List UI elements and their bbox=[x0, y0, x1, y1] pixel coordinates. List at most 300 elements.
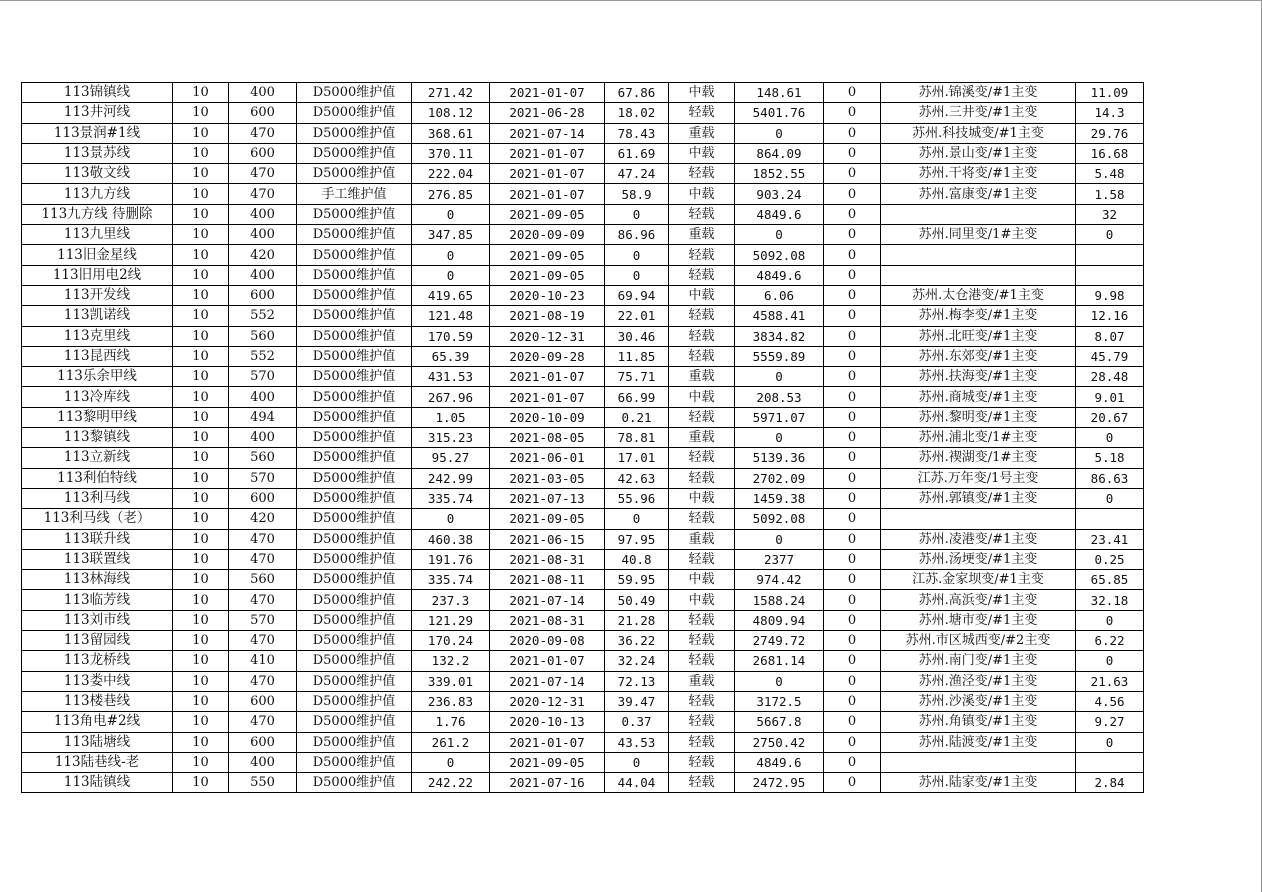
cell-load-rate: 36.22 bbox=[605, 631, 669, 651]
cell-voltage: 10 bbox=[173, 367, 229, 387]
cell-margin: 5971.07 bbox=[735, 407, 824, 427]
cell-voltage: 10 bbox=[173, 83, 229, 103]
cell-current-value: 339.01 bbox=[412, 671, 490, 691]
cell-date: 2021-01-07 bbox=[490, 83, 605, 103]
table-row bbox=[22, 773, 1144, 793]
table-row bbox=[22, 448, 1144, 468]
cell-load-status: 轻载 bbox=[669, 245, 735, 265]
cell-load-rate: 50.49 bbox=[605, 590, 669, 610]
cell-margin: 4849.6 bbox=[735, 204, 824, 224]
cell-line-name: 113立新线 bbox=[22, 448, 173, 468]
cell-date: 2021-09-05 bbox=[490, 509, 605, 529]
cell-voltage: 10 bbox=[173, 773, 229, 793]
cell-flag: 0 bbox=[824, 306, 881, 326]
cell-line-name: 113楼巷线 bbox=[22, 691, 173, 711]
cell-flag: 0 bbox=[824, 204, 881, 224]
cell-load-status: 轻载 bbox=[669, 752, 735, 772]
cell-flag: 0 bbox=[824, 712, 881, 732]
cell-voltage: 10 bbox=[173, 651, 229, 671]
cell-substation: 苏州.景山变/#1主变 bbox=[881, 143, 1076, 163]
table-body bbox=[22, 83, 1144, 793]
cell-rated-current: 400 bbox=[229, 428, 297, 448]
cell-transformer-load: 8.07 bbox=[1076, 326, 1144, 346]
cell-line-name: 113锦镇线 bbox=[22, 83, 173, 103]
cell-flag: 0 bbox=[824, 651, 881, 671]
cell-transformer-load: 0 bbox=[1076, 732, 1144, 752]
cell-transformer-load: 0 bbox=[1076, 225, 1144, 245]
cell-load-rate: 0 bbox=[605, 752, 669, 772]
cell-load-rate: 18.02 bbox=[605, 103, 669, 123]
cell-load-status: 轻载 bbox=[669, 549, 735, 569]
table-row bbox=[22, 285, 1144, 305]
cell-load-rate: 59.95 bbox=[605, 570, 669, 590]
cell-transformer-load bbox=[1076, 245, 1144, 265]
data-table bbox=[21, 82, 1144, 793]
cell-voltage: 10 bbox=[173, 428, 229, 448]
cell-current-value: 261.2 bbox=[412, 732, 490, 752]
cell-flag: 0 bbox=[824, 164, 881, 184]
cell-margin: 2750.42 bbox=[735, 732, 824, 752]
cell-substation: 苏州.渔泾变/#1主变 bbox=[881, 671, 1076, 691]
table-row bbox=[22, 245, 1144, 265]
cell-line-name: 113利伯特线 bbox=[22, 468, 173, 488]
cell-margin: 4849.6 bbox=[735, 265, 824, 285]
table-row bbox=[22, 570, 1144, 590]
cell-voltage: 10 bbox=[173, 326, 229, 346]
cell-flag: 0 bbox=[824, 590, 881, 610]
cell-current-value: 242.22 bbox=[412, 773, 490, 793]
cell-load-status: 重载 bbox=[669, 529, 735, 549]
cell-load-status: 重载 bbox=[669, 671, 735, 691]
cell-voltage: 10 bbox=[173, 691, 229, 711]
cell-voltage: 10 bbox=[173, 529, 229, 549]
table-row bbox=[22, 712, 1144, 732]
cell-transformer-load: 2.84 bbox=[1076, 773, 1144, 793]
cell-value-source: D5000维护值 bbox=[297, 631, 412, 651]
table-row bbox=[22, 306, 1144, 326]
cell-date: 2021-08-31 bbox=[490, 549, 605, 569]
cell-margin: 4849.6 bbox=[735, 752, 824, 772]
cell-margin: 3834.82 bbox=[735, 326, 824, 346]
cell-load-rate: 11.85 bbox=[605, 346, 669, 366]
cell-flag: 0 bbox=[824, 123, 881, 143]
cell-load-rate: 43.53 bbox=[605, 732, 669, 752]
cell-margin: 0 bbox=[735, 123, 824, 143]
cell-line-name: 113黎明甲线 bbox=[22, 407, 173, 427]
table-row bbox=[22, 326, 1144, 346]
cell-margin: 2377 bbox=[735, 549, 824, 569]
table-row bbox=[22, 590, 1144, 610]
cell-substation bbox=[881, 752, 1076, 772]
cell-load-status: 轻载 bbox=[669, 103, 735, 123]
cell-value-source: D5000维护值 bbox=[297, 610, 412, 630]
cell-flag: 0 bbox=[824, 529, 881, 549]
cell-load-status: 轻载 bbox=[669, 773, 735, 793]
cell-current-value: 1.76 bbox=[412, 712, 490, 732]
cell-value-source: D5000维护值 bbox=[297, 326, 412, 346]
table-row bbox=[22, 184, 1144, 204]
cell-voltage: 10 bbox=[173, 387, 229, 407]
cell-margin: 3172.5 bbox=[735, 691, 824, 711]
cell-flag: 0 bbox=[824, 732, 881, 752]
cell-rated-current: 560 bbox=[229, 448, 297, 468]
cell-current-value: 368.61 bbox=[412, 123, 490, 143]
table-row bbox=[22, 143, 1144, 163]
cell-value-source: D5000维护值 bbox=[297, 285, 412, 305]
cell-date: 2021-08-05 bbox=[490, 428, 605, 448]
cell-value-source: D5000维护值 bbox=[297, 346, 412, 366]
cell-value-source: D5000维护值 bbox=[297, 407, 412, 427]
cell-current-value: 121.29 bbox=[412, 610, 490, 630]
cell-load-rate: 78.43 bbox=[605, 123, 669, 143]
cell-transformer-load: 6.22 bbox=[1076, 631, 1144, 651]
cell-transformer-load: 0 bbox=[1076, 488, 1144, 508]
table-row bbox=[22, 631, 1144, 651]
cell-line-name: 113留园线 bbox=[22, 631, 173, 651]
cell-load-status: 中载 bbox=[669, 570, 735, 590]
cell-flag: 0 bbox=[824, 752, 881, 772]
cell-voltage: 10 bbox=[173, 590, 229, 610]
cell-rated-current: 470 bbox=[229, 529, 297, 549]
table-row bbox=[22, 103, 1144, 123]
cell-rated-current: 560 bbox=[229, 570, 297, 590]
cell-flag: 0 bbox=[824, 245, 881, 265]
cell-transformer-load: 45.79 bbox=[1076, 346, 1144, 366]
cell-rated-current: 420 bbox=[229, 245, 297, 265]
cell-date: 2020-09-28 bbox=[490, 346, 605, 366]
cell-value-source: D5000维护值 bbox=[297, 773, 412, 793]
table-row bbox=[22, 225, 1144, 245]
cell-line-name: 113陆镇线 bbox=[22, 773, 173, 793]
cell-load-rate: 0.21 bbox=[605, 407, 669, 427]
cell-date: 2021-09-05 bbox=[490, 204, 605, 224]
cell-transformer-load: 12.16 bbox=[1076, 306, 1144, 326]
cell-line-name: 113克里线 bbox=[22, 326, 173, 346]
cell-transformer-load: 65.85 bbox=[1076, 570, 1144, 590]
cell-date: 2021-06-28 bbox=[490, 103, 605, 123]
cell-value-source: D5000维护值 bbox=[297, 265, 412, 285]
cell-load-rate: 0 bbox=[605, 245, 669, 265]
table-row bbox=[22, 346, 1144, 366]
cell-substation: 苏州.南门变/#1主变 bbox=[881, 651, 1076, 671]
cell-current-value: 460.38 bbox=[412, 529, 490, 549]
cell-flag: 0 bbox=[824, 428, 881, 448]
cell-voltage: 10 bbox=[173, 610, 229, 630]
cell-margin: 0 bbox=[735, 529, 824, 549]
cell-line-name: 113九方线 待删除 bbox=[22, 204, 173, 224]
cell-margin: 6.06 bbox=[735, 285, 824, 305]
cell-line-name: 113九里线 bbox=[22, 225, 173, 245]
table-row bbox=[22, 83, 1144, 103]
cell-current-value: 335.74 bbox=[412, 488, 490, 508]
cell-value-source: D5000维护值 bbox=[297, 225, 412, 245]
cell-date: 2020-10-13 bbox=[490, 712, 605, 732]
cell-transformer-load: 14.3 bbox=[1076, 103, 1144, 123]
cell-substation: 苏州.汤埂变/#1主变 bbox=[881, 549, 1076, 569]
cell-flag: 0 bbox=[824, 225, 881, 245]
cell-value-source: D5000维护值 bbox=[297, 509, 412, 529]
cell-line-name: 113井河线 bbox=[22, 103, 173, 123]
table-row bbox=[22, 123, 1144, 143]
cell-load-status: 重载 bbox=[669, 428, 735, 448]
cell-current-value: 0 bbox=[412, 265, 490, 285]
cell-load-status: 重载 bbox=[669, 123, 735, 143]
cell-rated-current: 400 bbox=[229, 387, 297, 407]
cell-voltage: 10 bbox=[173, 448, 229, 468]
cell-flag: 0 bbox=[824, 143, 881, 163]
cell-line-name: 113旧用电2线 bbox=[22, 265, 173, 285]
cell-date: 2021-07-14 bbox=[490, 123, 605, 143]
cell-date: 2020-10-23 bbox=[490, 285, 605, 305]
cell-voltage: 10 bbox=[173, 123, 229, 143]
cell-date: 2020-09-09 bbox=[490, 225, 605, 245]
cell-value-source: D5000维护值 bbox=[297, 428, 412, 448]
cell-load-status: 轻载 bbox=[669, 164, 735, 184]
cell-load-rate: 0 bbox=[605, 204, 669, 224]
cell-date: 2020-12-31 bbox=[490, 691, 605, 711]
cell-line-name: 113九方线 bbox=[22, 184, 173, 204]
cell-current-value: 108.12 bbox=[412, 103, 490, 123]
cell-value-source: D5000维护值 bbox=[297, 123, 412, 143]
cell-date: 2021-09-05 bbox=[490, 245, 605, 265]
cell-flag: 0 bbox=[824, 83, 881, 103]
cell-load-status: 轻载 bbox=[669, 610, 735, 630]
cell-load-status: 中载 bbox=[669, 590, 735, 610]
cell-load-status: 轻载 bbox=[669, 651, 735, 671]
cell-load-rate: 72.13 bbox=[605, 671, 669, 691]
cell-load-status: 重载 bbox=[669, 225, 735, 245]
cell-rated-current: 470 bbox=[229, 590, 297, 610]
cell-substation: 苏州.同里变/1#主变 bbox=[881, 225, 1076, 245]
cell-date: 2021-07-16 bbox=[490, 773, 605, 793]
cell-date: 2021-01-07 bbox=[490, 367, 605, 387]
cell-flag: 0 bbox=[824, 265, 881, 285]
cell-load-rate: 61.69 bbox=[605, 143, 669, 163]
cell-margin: 5092.08 bbox=[735, 245, 824, 265]
cell-margin: 5139.36 bbox=[735, 448, 824, 468]
cell-date: 2021-01-07 bbox=[490, 387, 605, 407]
cell-voltage: 10 bbox=[173, 204, 229, 224]
cell-current-value: 170.59 bbox=[412, 326, 490, 346]
cell-transformer-load: 32 bbox=[1076, 204, 1144, 224]
cell-voltage: 10 bbox=[173, 103, 229, 123]
cell-voltage: 10 bbox=[173, 346, 229, 366]
cell-rated-current: 470 bbox=[229, 671, 297, 691]
table-row bbox=[22, 671, 1144, 691]
cell-load-status: 轻载 bbox=[669, 631, 735, 651]
cell-substation bbox=[881, 265, 1076, 285]
cell-rated-current: 570 bbox=[229, 610, 297, 630]
cell-transformer-load: 86.63 bbox=[1076, 468, 1144, 488]
cell-value-source: D5000维护值 bbox=[297, 570, 412, 590]
cell-substation: 苏州.高浜变/#1主变 bbox=[881, 590, 1076, 610]
cell-rated-current: 600 bbox=[229, 691, 297, 711]
cell-substation: 苏州.市区城西变/#2主变 bbox=[881, 631, 1076, 651]
cell-load-rate: 0.37 bbox=[605, 712, 669, 732]
cell-substation: 苏州.陆渡变/#1主变 bbox=[881, 732, 1076, 752]
cell-load-rate: 42.63 bbox=[605, 468, 669, 488]
cell-load-rate: 21.28 bbox=[605, 610, 669, 630]
cell-rated-current: 600 bbox=[229, 143, 297, 163]
cell-flag: 0 bbox=[824, 103, 881, 123]
cell-margin: 5559.89 bbox=[735, 346, 824, 366]
cell-margin: 0 bbox=[735, 671, 824, 691]
cell-date: 2021-03-05 bbox=[490, 468, 605, 488]
cell-margin: 0 bbox=[735, 367, 824, 387]
cell-date: 2021-06-01 bbox=[490, 448, 605, 468]
cell-transformer-load: 20.67 bbox=[1076, 407, 1144, 427]
cell-date: 2021-09-05 bbox=[490, 265, 605, 285]
cell-margin: 5092.08 bbox=[735, 509, 824, 529]
table-row bbox=[22, 610, 1144, 630]
cell-line-name: 113陆塘线 bbox=[22, 732, 173, 752]
cell-date: 2021-06-15 bbox=[490, 529, 605, 549]
cell-value-source: D5000维护值 bbox=[297, 529, 412, 549]
cell-flag: 0 bbox=[824, 448, 881, 468]
cell-current-value: 1.05 bbox=[412, 407, 490, 427]
cell-rated-current: 400 bbox=[229, 83, 297, 103]
cell-transformer-load bbox=[1076, 265, 1144, 285]
cell-line-name: 113林海线 bbox=[22, 570, 173, 590]
table-row bbox=[22, 387, 1144, 407]
cell-substation: 苏州.干将变/#1主变 bbox=[881, 164, 1076, 184]
cell-value-source: D5000维护值 bbox=[297, 164, 412, 184]
cell-substation: 苏州.东郊变/#1主变 bbox=[881, 346, 1076, 366]
cell-date: 2020-09-08 bbox=[490, 631, 605, 651]
cell-substation: 苏州.富康变/#1主变 bbox=[881, 184, 1076, 204]
cell-flag: 0 bbox=[824, 184, 881, 204]
cell-date: 2021-07-14 bbox=[490, 590, 605, 610]
cell-load-status: 轻载 bbox=[669, 509, 735, 529]
cell-load-status: 中载 bbox=[669, 184, 735, 204]
cell-rated-current: 420 bbox=[229, 509, 297, 529]
cell-date: 2021-08-31 bbox=[490, 610, 605, 630]
cell-margin: 4588.41 bbox=[735, 306, 824, 326]
table-row bbox=[22, 509, 1144, 529]
cell-load-status: 轻载 bbox=[669, 448, 735, 468]
cell-load-status: 轻载 bbox=[669, 407, 735, 427]
table-row bbox=[22, 204, 1144, 224]
cell-substation: 苏州.科技城变/#1主变 bbox=[881, 123, 1076, 143]
cell-flag: 0 bbox=[824, 691, 881, 711]
cell-transformer-load: 23.41 bbox=[1076, 529, 1144, 549]
cell-substation: 苏州.锦溪变/#1主变 bbox=[881, 83, 1076, 103]
cell-load-rate: 44.04 bbox=[605, 773, 669, 793]
cell-transformer-load: 9.01 bbox=[1076, 387, 1144, 407]
cell-line-name: 113娄中线 bbox=[22, 671, 173, 691]
cell-voltage: 10 bbox=[173, 245, 229, 265]
cell-date: 2020-10-09 bbox=[490, 407, 605, 427]
cell-current-value: 236.83 bbox=[412, 691, 490, 711]
cell-voltage: 10 bbox=[173, 164, 229, 184]
cell-margin: 2472.95 bbox=[735, 773, 824, 793]
cell-transformer-load: 9.98 bbox=[1076, 285, 1144, 305]
cell-substation: 苏州.梅李变/#1主变 bbox=[881, 306, 1076, 326]
cell-substation: 苏州.黎明变/#1主变 bbox=[881, 407, 1076, 427]
cell-current-value: 0 bbox=[412, 752, 490, 772]
cell-voltage: 10 bbox=[173, 306, 229, 326]
cell-value-source: D5000维护值 bbox=[297, 752, 412, 772]
cell-substation: 苏州.北旺变/#1主变 bbox=[881, 326, 1076, 346]
cell-flag: 0 bbox=[824, 468, 881, 488]
cell-substation: 苏州.沙溪变/#1主变 bbox=[881, 691, 1076, 711]
cell-rated-current: 570 bbox=[229, 468, 297, 488]
cell-flag: 0 bbox=[824, 671, 881, 691]
cell-load-status: 中载 bbox=[669, 488, 735, 508]
cell-line-name: 113龙桥线 bbox=[22, 651, 173, 671]
cell-margin: 5667.8 bbox=[735, 712, 824, 732]
table-row bbox=[22, 428, 1144, 448]
cell-margin: 1588.24 bbox=[735, 590, 824, 610]
cell-substation: 苏州.商城变/#1主变 bbox=[881, 387, 1076, 407]
cell-flag: 0 bbox=[824, 407, 881, 427]
cell-date: 2021-01-07 bbox=[490, 143, 605, 163]
cell-load-rate: 0 bbox=[605, 509, 669, 529]
cell-load-rate: 30.46 bbox=[605, 326, 669, 346]
cell-margin: 148.61 bbox=[735, 83, 824, 103]
cell-margin: 2702.09 bbox=[735, 468, 824, 488]
cell-load-rate: 58.9 bbox=[605, 184, 669, 204]
cell-voltage: 10 bbox=[173, 285, 229, 305]
cell-margin: 0 bbox=[735, 428, 824, 448]
cell-load-status: 轻载 bbox=[669, 346, 735, 366]
cell-substation: 苏州.角镇变/#1主变 bbox=[881, 712, 1076, 732]
cell-current-value: 132.2 bbox=[412, 651, 490, 671]
cell-line-name: 113黎镇线 bbox=[22, 428, 173, 448]
cell-voltage: 10 bbox=[173, 407, 229, 427]
cell-line-name: 113景苏线 bbox=[22, 143, 173, 163]
cell-rated-current: 600 bbox=[229, 103, 297, 123]
cell-flag: 0 bbox=[824, 773, 881, 793]
cell-value-source: D5000维护值 bbox=[297, 387, 412, 407]
cell-current-value: 65.39 bbox=[412, 346, 490, 366]
cell-margin: 2749.72 bbox=[735, 631, 824, 651]
cell-current-value: 419.65 bbox=[412, 285, 490, 305]
cell-current-value: 431.53 bbox=[412, 367, 490, 387]
cell-margin: 0 bbox=[735, 225, 824, 245]
cell-voltage: 10 bbox=[173, 712, 229, 732]
cell-date: 2021-08-11 bbox=[490, 570, 605, 590]
cell-rated-current: 400 bbox=[229, 265, 297, 285]
table-row bbox=[22, 651, 1144, 671]
cell-value-source: 手工维护值 bbox=[297, 184, 412, 204]
cell-voltage: 10 bbox=[173, 488, 229, 508]
cell-current-value: 222.04 bbox=[412, 164, 490, 184]
cell-flag: 0 bbox=[824, 631, 881, 651]
cell-margin: 903.24 bbox=[735, 184, 824, 204]
table-row bbox=[22, 407, 1144, 427]
cell-rated-current: 400 bbox=[229, 752, 297, 772]
cell-line-name: 113角电#2线 bbox=[22, 712, 173, 732]
cell-voltage: 10 bbox=[173, 732, 229, 752]
cell-substation: 苏州.陆家变/#1主变 bbox=[881, 773, 1076, 793]
cell-line-name: 113联置线 bbox=[22, 549, 173, 569]
cell-substation: 苏州.扶海变/#1主变 bbox=[881, 367, 1076, 387]
cell-load-status: 轻载 bbox=[669, 265, 735, 285]
cell-load-rate: 67.86 bbox=[605, 83, 669, 103]
cell-value-source: D5000维护值 bbox=[297, 448, 412, 468]
cell-rated-current: 400 bbox=[229, 204, 297, 224]
cell-line-name: 113景润#1线 bbox=[22, 123, 173, 143]
cell-margin: 2681.14 bbox=[735, 651, 824, 671]
table-row bbox=[22, 691, 1144, 711]
cell-current-value: 170.24 bbox=[412, 631, 490, 651]
cell-load-status: 中载 bbox=[669, 387, 735, 407]
cell-substation: 江苏.金家坝变/#1主变 bbox=[881, 570, 1076, 590]
cell-value-source: D5000维护值 bbox=[297, 671, 412, 691]
cell-rated-current: 552 bbox=[229, 346, 297, 366]
cell-load-status: 中载 bbox=[669, 285, 735, 305]
